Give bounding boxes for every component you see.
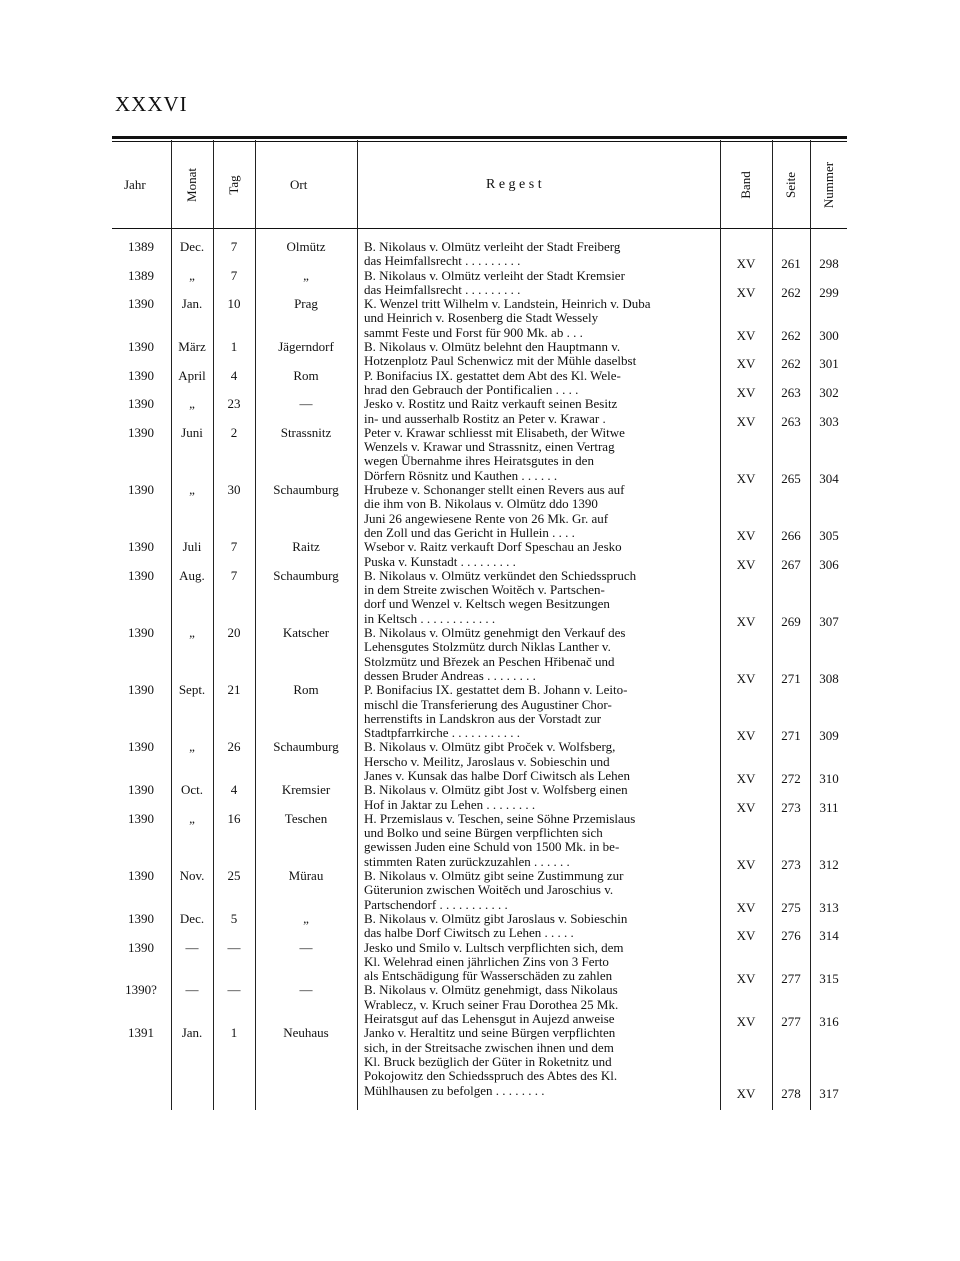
regest-line: Kl. Bruck bezüglich der Güter in Roketnitz und — [364, 1054, 612, 1069]
cell-seite: 271 — [781, 670, 801, 686]
cell-seite: 269 — [781, 613, 801, 629]
regest-line: K. Wenzel tritt Wilhelm v. Landstein, Heinrich v. Duba — [364, 297, 651, 312]
regest-line: in- und ausserhalb Rostitz an Peter v. Krawar . — [364, 411, 606, 426]
cell-regest — [364, 297, 718, 340]
regest-line: mischl die Transferierung des Augustiner Chor- — [364, 697, 612, 712]
regest-line: Peter v. Krawar schliesst mit Elisabeth, der Witwe — [364, 425, 625, 440]
cell-jahr: 1390 — [128, 539, 154, 555]
cell-monat: „ — [189, 810, 195, 826]
header-ort: Ort — [290, 177, 308, 192]
cell-regest — [364, 540, 718, 569]
header-jahr: Jahr — [124, 177, 146, 192]
cell-ort: „ — [303, 910, 309, 926]
cell-nummer: 316 — [819, 1014, 839, 1030]
cell-tag: 26 — [227, 739, 241, 755]
regest-line: Kl. Welehrad einen jährlichen Zins von 3 Ferto — [364, 954, 609, 969]
cell-nummer: 311 — [819, 799, 839, 815]
cell-ort: Jägerndorf — [278, 339, 334, 355]
cell-band: XV — [736, 256, 756, 272]
cell-nummer: 307 — [819, 613, 839, 629]
regest-line: P. Bonifacius IX. gestattet dem B. Johann v. Leito- — [364, 683, 628, 698]
regest-line: B. Nikolaus v. Olmütz verleiht der Stadt Kremsier — [364, 268, 625, 283]
cell-ort: Katscher — [282, 625, 330, 641]
cell-jahr: 1390 — [128, 424, 154, 440]
cell-band: XV — [736, 856, 756, 872]
cell-tag: 7 — [230, 267, 238, 283]
cell-regest — [364, 1026, 718, 1097]
regest-line: sammt Feste und Forst für 900 Mk. ab . . . — [364, 325, 583, 340]
cell-tag: 1 — [230, 1025, 238, 1041]
table-row — [0, 1025, 960, 1101]
regest-line: und Heinrich v. Rosenberg die Stadt Wessely — [364, 311, 599, 326]
cell-band: XV — [736, 413, 756, 429]
table-row — [0, 369, 960, 398]
cell-ort: — — [299, 982, 313, 998]
regest-line: P. Bonifacius IX. gestattet dem Abt des Kl. Wele- — [364, 368, 621, 383]
cell-jahr: 1390 — [128, 939, 154, 955]
regest-line: B. Nikolaus v. Olmütz belehnt den Hauptmann v. — [364, 340, 621, 355]
cell-jahr: 1390 — [128, 868, 154, 884]
table-row — [0, 269, 960, 298]
cell-band: XV — [736, 527, 756, 543]
cell-jahr: 1390 — [128, 810, 154, 826]
cell-monat: „ — [189, 267, 195, 283]
table-row — [0, 739, 960, 786]
cell-regest — [364, 626, 718, 683]
cell-regest — [364, 941, 718, 984]
regest-line: Partschendorf . . . . . . . . . . . — [364, 897, 508, 912]
regest-line: in Keltsch . . . . . . . . . . . . — [364, 611, 496, 626]
cell-seite: 277 — [781, 971, 801, 987]
cell-monat: „ — [189, 739, 195, 755]
cell-ort: Mürau — [288, 868, 324, 884]
cell-tag: 20 — [227, 625, 241, 641]
cell-ort: „ — [303, 267, 309, 283]
cell-nummer: 303 — [819, 413, 839, 429]
cell-seite: 261 — [781, 256, 801, 272]
cell-regest — [364, 912, 718, 941]
regest-line: als Entschädigung für Wasserschäden zu zahlen — [364, 969, 613, 984]
cell-tag: 7 — [230, 539, 238, 555]
cell-ort: — — [299, 396, 313, 412]
cell-seite: 265 — [781, 470, 801, 486]
table-row — [0, 939, 960, 987]
cell-tag: — — [227, 982, 241, 998]
cell-band: XV — [736, 1014, 756, 1030]
cell-band: XV — [736, 356, 756, 372]
cell-jahr: 1389 — [128, 239, 154, 254]
regest-line: Juni 26 angewiesene Rente von 26 Mk. Gr. auf — [364, 511, 609, 526]
regest-line: B. Nikolaus v. Olmütz gibt Jost v. Wolfsberg einen — [364, 783, 628, 798]
cell-jahr: 1390 — [128, 339, 154, 355]
regest-line: Stolzmütz und Březek an Peschen Hřibenač und — [364, 654, 615, 669]
regest-line: B. Nikolaus v. Olmütz verkündet den Schiedsspruch — [364, 568, 637, 583]
regest-line: Janko v. Heraltitz und seine Bürgen verpflichten — [364, 1026, 616, 1041]
cell-monat: Juli — [182, 539, 202, 555]
cell-jahr: 1390? — [125, 982, 157, 998]
cell-regest — [364, 812, 718, 869]
cell-ort: Kremsier — [281, 782, 331, 798]
cell-nummer: 313 — [819, 899, 839, 915]
cell-regest — [364, 783, 718, 812]
regest-line: Janes v. Kunsak das halbe Dorf Ciwitsch als Lehen — [364, 768, 630, 783]
cell-tag: 1 — [230, 339, 238, 355]
table-row — [0, 482, 960, 543]
regest-line: Lehensgutes Stolzmütz durch Niklas Lanther v. — [364, 640, 611, 655]
cell-monat: Dec. — [179, 910, 205, 926]
cell-nummer: 298 — [819, 256, 839, 272]
table-row — [0, 339, 960, 372]
cell-tag: 2 — [230, 424, 238, 440]
cell-regest — [364, 426, 718, 483]
header-bottom-rule — [112, 228, 847, 229]
cell-band: XV — [736, 384, 756, 400]
cell-monat: Jan. — [181, 1025, 203, 1041]
top-rule-thin — [112, 141, 847, 142]
cell-jahr: 1390 — [128, 739, 154, 755]
regest-line: herrenstifts in Landskron aus der Vorstadt zur — [364, 711, 602, 726]
cell-tag: 16 — [227, 810, 241, 826]
regest-line: Wenzels v. Krawar und Strassnitz, einen Vertrag — [364, 440, 615, 455]
cell-seite: 273 — [781, 856, 801, 872]
cell-nummer: 306 — [819, 556, 839, 572]
cell-tag: 7 — [230, 239, 238, 254]
cell-ort: Schaumburg — [273, 739, 339, 755]
cell-seite: 278 — [781, 1085, 801, 1101]
cell-nummer: 301 — [819, 356, 839, 372]
regest-line: B. Nikolaus v. Olmütz genehmigt den Verkauf des — [364, 626, 626, 641]
cell-nummer: 302 — [819, 384, 839, 400]
regest-line: dessen Bruder Andreas . . . . . . . . — [364, 668, 536, 683]
regest-line: in dem Streite zwischen Woitěch v. Partschen- — [364, 583, 605, 598]
regest-line: das Heimfallsrecht . . . . . . . . . — [364, 282, 521, 297]
regest-line: Güterunion zwischen Woitěch und Jaroschius v. — [364, 883, 614, 898]
regest-line: und Bolko und seine Bürgen verpflichten sich — [364, 826, 603, 841]
cell-monat: „ — [189, 625, 195, 641]
regest-line: wegen Übernahme ihres Heiratsgutes in den — [364, 454, 594, 469]
table-row — [0, 296, 960, 343]
cell-band: XV — [736, 284, 756, 300]
cell-jahr: 1390 — [128, 396, 154, 412]
cell-nummer: 317 — [819, 1085, 839, 1101]
cell-band: XV — [736, 556, 756, 572]
cell-nummer: 315 — [819, 971, 839, 987]
regest-line: B. Nikolaus v. Olmütz verleiht der Stadt Freiberg — [364, 240, 621, 254]
cell-jahr: 1390 — [128, 296, 154, 312]
cell-tag: 23 — [227, 396, 241, 412]
cell-regest — [364, 369, 718, 398]
table-row — [0, 424, 960, 486]
regest-line: den Zoll und das Gericht in Hullein . . . . — [364, 525, 575, 540]
cell-ort: — — [299, 939, 313, 955]
cell-monat: März — [178, 339, 206, 355]
cell-ort: Strassnitz — [280, 424, 332, 440]
header-monat: Monat — [184, 168, 199, 202]
cell-nummer: 304 — [819, 470, 839, 486]
table-row — [0, 539, 960, 572]
cell-regest — [364, 869, 718, 912]
cell-monat: Sept. — [178, 682, 206, 698]
header-regest: R e g e s t — [486, 177, 542, 192]
cell-nummer: 310 — [819, 770, 839, 786]
cell-ort: Olmütz — [286, 239, 326, 254]
cell-band: XV — [736, 899, 756, 915]
regest-line: die ihm von B. Nikolaus v. Olmütz ddo 1390 — [364, 497, 598, 512]
regesten-table — [0, 239, 960, 1101]
regest-line: B. Nikolaus v. Olmütz genehmigt, dass Nikolaus — [364, 983, 618, 998]
regest-line: Dörfern Rösnitz und Kauthen . . . . . . — [364, 468, 558, 483]
cell-seite: 271 — [781, 728, 801, 744]
regest-line: gewissen Juden eine Schuld von 1500 Mk. in be- — [364, 840, 620, 855]
regest-line: stimmten Raten zurückzuzahlen . . . . . . — [364, 854, 570, 869]
regest-line: Herscho v. Meilitz, Jaroslaus v. Sobieschin und — [364, 754, 610, 769]
regest-line: Jesko und Smilo v. Lultsch verpflichten sich, dem — [364, 940, 624, 955]
regest-line: H. Przemislaus v. Teschen, seine Söhne Przemislaus — [364, 811, 636, 826]
header-tag: Tag — [226, 175, 241, 195]
cell-nummer: 308 — [819, 670, 839, 686]
cell-seite: 275 — [781, 899, 801, 915]
cell-band: XV — [736, 770, 756, 786]
cell-jahr: 1390 — [128, 482, 154, 498]
regest-line: hrad den Gebrauch der Pontificalien . . . . — [364, 382, 579, 397]
cell-band: XV — [736, 670, 756, 686]
cell-jahr: 1390 — [128, 567, 154, 583]
cell-jahr: 1390 — [128, 682, 154, 698]
table-row — [0, 810, 960, 872]
cell-seite: 262 — [781, 327, 801, 343]
cell-regest — [364, 483, 718, 540]
cell-jahr: 1391 — [128, 1025, 154, 1041]
cell-band: XV — [736, 1085, 756, 1101]
regest-line: Stadtpfarrkirche . . . . . . . . . . . — [364, 726, 520, 741]
header-nummer: Nummer — [821, 161, 836, 209]
regest-line: das halbe Dorf Ciwitsch zu Lehen . . . . . — [364, 926, 574, 941]
regest-line: Wsebor v. Raitz verkauft Dorf Speschau an Jesko — [364, 540, 622, 555]
table-row — [0, 567, 960, 629]
cell-seite: 263 — [781, 384, 801, 400]
cell-monat: — — [185, 982, 199, 998]
cell-tag: 7 — [230, 567, 238, 583]
cell-band: XV — [736, 728, 756, 744]
regest-line: Hrubeze v. Schonanger stellt einen Revers aus auf — [364, 483, 625, 498]
cell-tag: 10 — [227, 296, 241, 312]
regest-line: B. Nikolaus v. Olmütz gibt Proček v. Wolfsberg, — [364, 740, 616, 755]
cell-nummer: 299 — [819, 284, 839, 300]
cell-monat: Juni — [181, 424, 203, 440]
cell-seite: 262 — [781, 356, 801, 372]
cell-tag: 21 — [227, 682, 241, 698]
cell-monat: „ — [189, 482, 195, 498]
regest-line: Hof in Jaktar zu Lehen . . . . . . . . — [364, 797, 536, 812]
regest-line: Heiratsgut auf das Lehensgut in Aujezd anweise — [364, 1012, 615, 1027]
table-row — [0, 982, 960, 1030]
cell-regest — [364, 569, 718, 626]
cell-tag: 5 — [230, 910, 238, 926]
cell-ort: Rom — [293, 367, 319, 383]
cell-band: XV — [736, 971, 756, 987]
cell-nummer: 312 — [819, 856, 839, 872]
cell-regest — [364, 740, 718, 783]
cell-monat: — — [185, 939, 199, 955]
cell-tag: 25 — [227, 868, 241, 884]
cell-regest — [364, 269, 718, 298]
cell-monat: Oct. — [180, 782, 204, 798]
cell-monat: April — [178, 367, 206, 383]
header-seite: Seite — [783, 172, 798, 198]
cell-seite: 273 — [781, 799, 801, 815]
cell-seite: 267 — [781, 556, 801, 572]
cell-seite: 277 — [781, 1014, 801, 1030]
regest-line: Pokojowitz den Schiedsspruch des Abtes des Kl. — [364, 1069, 618, 1084]
cell-tag: 4 — [230, 367, 238, 383]
cell-monat: Jan. — [181, 296, 203, 312]
cell-seite: 266 — [781, 527, 801, 543]
cell-seite: 263 — [781, 413, 801, 429]
cell-monat: Aug. — [179, 567, 205, 583]
regest-line: B. Nikolaus v. Olmütz gibt Jaroslaus v. Sobieschin — [364, 911, 628, 926]
cell-regest — [364, 240, 718, 269]
table-row — [0, 682, 960, 744]
cell-regest — [364, 683, 718, 740]
cell-jahr: 1390 — [128, 625, 154, 641]
table-row — [0, 782, 960, 815]
top-rule-thick — [112, 136, 847, 139]
cell-band: XV — [736, 928, 756, 944]
cell-seite: 262 — [781, 284, 801, 300]
regest-line: das Heimfallsrecht . . . . . . . . . — [364, 254, 521, 269]
cell-seite: 276 — [781, 928, 801, 944]
cell-jahr: 1389 — [128, 267, 154, 283]
cell-tag: — — [227, 939, 241, 955]
cell-regest — [364, 397, 718, 426]
cell-jahr: 1390 — [128, 910, 154, 926]
regest-line: dorf und Wenzel v. Keltsch wegen Besitzungen — [364, 597, 610, 612]
table-row — [0, 868, 960, 915]
regest-line: sich, in der Streitsache zwischen ihnen und dem — [364, 1040, 614, 1055]
header-band: Band — [738, 171, 753, 199]
cell-ort: Schaumburg — [273, 482, 339, 498]
cell-nummer: 309 — [819, 728, 839, 744]
cell-ort: Neuhaus — [283, 1025, 329, 1041]
cell-band: XV — [736, 327, 756, 343]
cell-monat: Nov. — [179, 868, 205, 884]
regest-line: Wrablecz, v. Kruch seiner Frau Dorothea 25 Mk. — [364, 997, 619, 1012]
cell-tag: 4 — [230, 782, 238, 798]
cell-jahr: 1390 — [128, 367, 154, 383]
cell-band: XV — [736, 799, 756, 815]
cell-ort: Raitz — [292, 539, 320, 555]
table-row — [0, 625, 960, 686]
cell-regest — [364, 983, 718, 1026]
regest-line: Puska v. Kunstadt . . . . . . . . . — [364, 554, 516, 569]
cell-tag: 30 — [227, 482, 241, 498]
cell-ort: Teschen — [284, 810, 328, 826]
regest-line: Mühlhausen zu befolgen . . . . . . . . — [364, 1083, 545, 1098]
cell-nummer: 300 — [819, 327, 839, 343]
regest-line: Jesko v. Rostitz und Raitz verkauft seinen Besitz — [364, 397, 618, 412]
cell-nummer: 305 — [819, 527, 839, 543]
cell-ort: Schaumburg — [273, 567, 339, 583]
cell-band: XV — [736, 613, 756, 629]
regest-line: Hotzenplotz Paul Schenwicz mit der Mühle daselbst — [364, 354, 637, 369]
cell-ort: Prag — [294, 296, 318, 312]
cell-regest — [364, 340, 718, 369]
page-number: XXXVI — [115, 92, 188, 116]
cell-seite: 272 — [781, 770, 801, 786]
cell-band: XV — [736, 470, 756, 486]
cell-jahr: 1390 — [128, 782, 154, 798]
table-row — [0, 239, 960, 272]
cell-monat: „ — [189, 396, 195, 412]
cell-nummer: 314 — [819, 928, 839, 944]
cell-monat: Dec. — [179, 239, 205, 254]
regest-line: B. Nikolaus v. Olmütz gibt seine Zustimmung zur — [364, 869, 624, 884]
table-row — [0, 910, 960, 944]
cell-ort: Rom — [293, 682, 319, 698]
table-row — [0, 396, 960, 429]
